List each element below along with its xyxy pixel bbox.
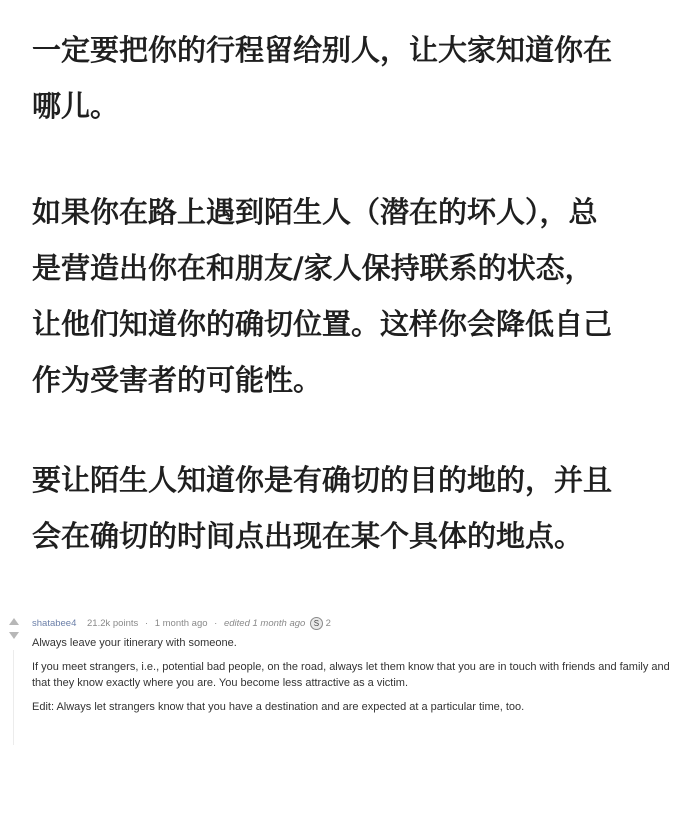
score: 21.2k points bbox=[87, 618, 139, 630]
gilded-icon: S bbox=[310, 617, 323, 630]
comment-paragraph: Edit: Always let strangers know that you have a destination and are expected at a particular time, too. bbox=[32, 701, 525, 713]
comment-paragraph: If you meet strangers, i.e., potential bad people, on the road, always let them know that you are in touch with friends and family and that they know exactly where you are. You become less attractive as a victim. bbox=[32, 661, 670, 689]
comment-body bbox=[32, 635, 682, 723]
text-line: 要让陌生人知道你是有确切的目的地的，并且 bbox=[32, 463, 613, 497]
timestamp: 1 month ago bbox=[154, 618, 208, 630]
text-line: 是营造出你在和朋友/家人保持联系的状态， bbox=[32, 251, 594, 285]
vote-controls bbox=[7, 618, 21, 639]
text-line: 会在确切的时间点出现在某个具体的地点。 bbox=[32, 519, 584, 553]
chinese-paragraph-2 bbox=[32, 184, 672, 408]
downvote-arrow-icon[interactable] bbox=[9, 632, 19, 639]
gild-count: 2 bbox=[325, 618, 331, 630]
text-line: 一定要把你的行程留给别人，让大家知道你在 bbox=[32, 33, 613, 67]
reddit-comment bbox=[0, 610, 690, 770]
author-link[interactable]: shatabee4 bbox=[32, 618, 77, 630]
text-line: 哪儿。 bbox=[32, 89, 120, 123]
chinese-paragraph-3 bbox=[32, 452, 672, 564]
upvote-arrow-icon[interactable] bbox=[9, 618, 19, 625]
separator: · bbox=[214, 618, 218, 630]
text-line: 作为受害者的可能性。 bbox=[32, 363, 323, 397]
comment-paragraph: Always leave your itinerary with someone. bbox=[32, 637, 237, 649]
text-line: 如果你在路上遇到陌生人（潜在的坏人），总 bbox=[32, 195, 598, 229]
thread-line bbox=[13, 650, 14, 745]
separator: · bbox=[144, 618, 149, 630]
chinese-paragraph-1 bbox=[32, 22, 672, 134]
edited-timestamp: edited 1 month ago bbox=[223, 618, 306, 630]
text-line: 让他们知道你的确切位置。这样你会降低自己 bbox=[32, 307, 613, 341]
comment-tagline bbox=[32, 617, 331, 630]
